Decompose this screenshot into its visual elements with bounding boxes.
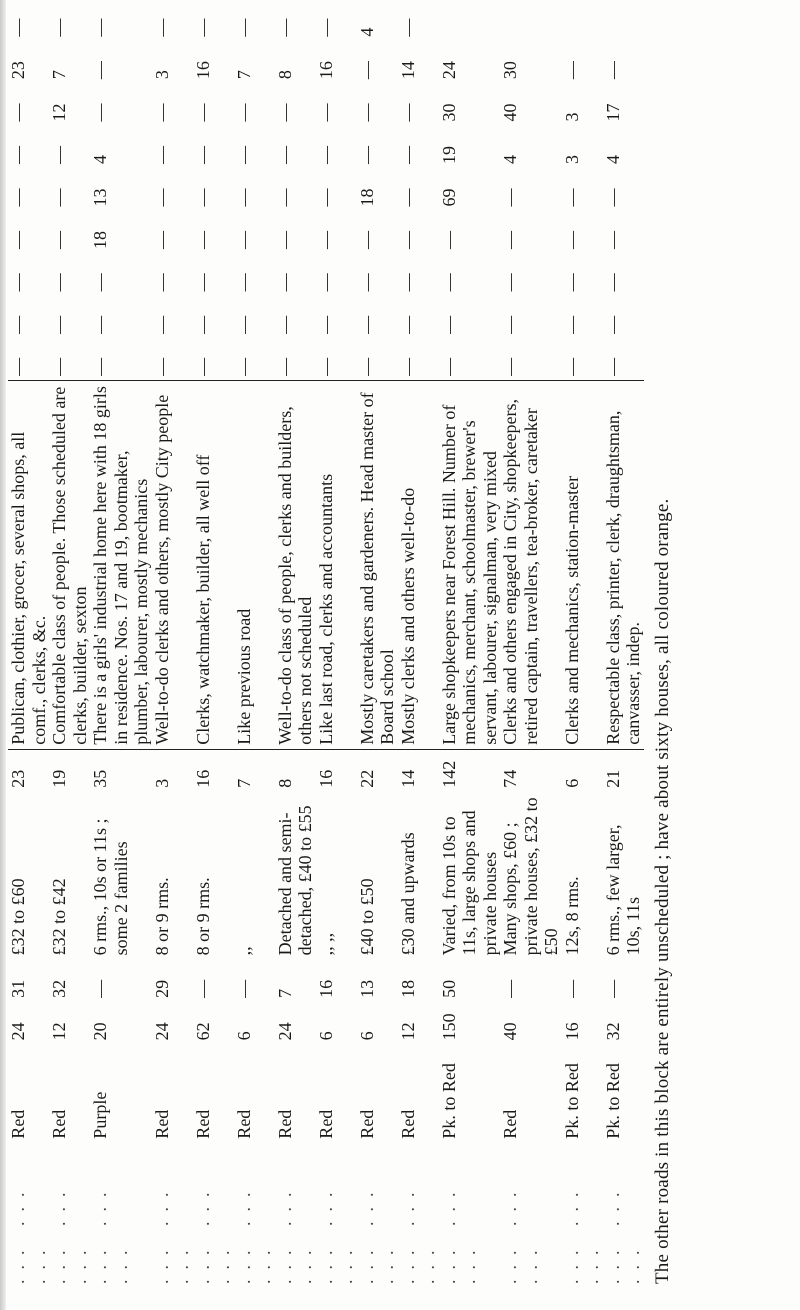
table-body [8,0,644,1288]
colour-cell: Red [8,1109,28,1139]
houses-cell: 6 [315,1031,336,1041]
data-table [8,0,644,1288]
houses-cell: 24 [8,1022,28,1041]
houses-cell: 6 [233,1031,254,1041]
class-g-cell: 12 [49,103,69,122]
class-f-cell: — [274,146,295,165]
rent-cell: £40 to £50 [356,878,377,956]
houses-cell: 40 [500,1022,520,1041]
table-row [234,0,275,1288]
class-g-cell: — [274,103,295,122]
class-c-cell: — [274,273,295,292]
class-d-cell: — [274,230,295,249]
class-f-cell: 4 [90,155,110,165]
rent-cell: 8 or 9 rms. [192,877,213,956]
houses-cell: 24 [274,1022,295,1041]
class-a-cell: — [90,357,110,376]
colour-cell: Purple [90,1091,110,1139]
class-a-cell: — [192,357,213,376]
rent-cell: 6 rms., 10s or 11s ; some 2 families [90,818,131,956]
class-g-cell: 30 [438,103,459,122]
class-c-cell: — [8,273,28,292]
table-row [603,0,644,1288]
houses-cell: 150 [438,1013,459,1041]
class-c-cell: — [356,273,377,292]
table-row [398,0,439,1288]
description-cell: Mostly clerks and others well-to-do [398,380,439,749]
class-h-cell: 16 [192,61,213,80]
total-cell: 23 [8,769,28,788]
class-h-cell: 14 [397,61,418,80]
class-f-cell: 3 [561,155,582,165]
class-a-cell: — [8,357,28,376]
class-f-cell: — [49,146,69,165]
class-b-cell: — [8,315,28,334]
total-cell: 16 [192,769,213,788]
description-cell: Well-to-do clerks and others, mostly City people [152,380,193,749]
class-a-cell: — [438,357,459,376]
class-a-cell: — [315,357,336,376]
colour-cell: Pk. to Red [561,1063,582,1139]
class-h-cell: 7 [49,70,69,80]
description-cell: Well-to-do class of people, clerks and builders, others not scheduled [275,380,316,749]
colour-cell: Pk. to Red [438,1063,459,1139]
class-h-cell: 16 [315,61,336,80]
total-cell: 16 [315,769,336,788]
description-cell: There is a girls' industrial home here with 18 girls in residence. Nos. 17 and 19, bootmaker, plumber, labourer, mostly mechanics [90,380,152,749]
colour-cell: Red [151,1109,172,1139]
class-b-cell: — [49,315,69,334]
class-e-cell: — [151,188,172,207]
class-i-cell [603,0,644,41]
class-i-cell [439,0,501,41]
houses-cell: 32 [602,1022,623,1041]
class-g-cell: — [90,103,110,122]
class-e-cell: — [8,188,28,207]
houses-cell: 12 [397,1022,418,1041]
class-d-cell: — [438,230,459,249]
persons-cell: — [233,979,254,998]
class-h-cell: 8 [274,70,295,80]
class-b-cell: — [315,315,336,334]
total-cell: 8 [274,778,295,788]
class-h-cell: 23 [8,61,28,80]
class-d-cell: 18 [90,230,110,249]
total-cell: 142 [438,760,459,788]
class-f-cell: — [356,146,377,165]
class-e-cell: — [233,188,254,207]
class-a-cell: — [274,357,295,376]
class-c-cell: — [90,273,110,292]
description-cell: Clerks and mechanics, station-master [562,380,603,749]
row-dot-leader: ... ... ... [90,1182,131,1284]
total-cell: 7 [233,778,254,788]
class-a-cell: — [233,357,254,376]
class-i-cell [500,0,562,41]
total-cell: 21 [602,769,623,788]
class-e-cell: — [602,188,623,207]
colour-cell: Pk. to Red [602,1063,623,1139]
rent-cell: £30 and upwards [397,832,418,956]
total-cell: 74 [500,769,520,788]
description-cell: Like previous road [234,380,275,749]
table-row [90,0,152,1288]
class-c-cell: — [561,273,582,292]
table-row [49,0,90,1288]
colour-cell: Red [192,1109,213,1139]
class-e-cell: — [274,188,295,207]
rent-cell: 6 rms., few larger, 10s, 11s [602,824,643,956]
class-h-cell: — [90,61,110,80]
total-cell: 3 [151,778,172,788]
colour-cell: Red [49,1109,69,1139]
class-d-cell: — [192,230,213,249]
persons-cell: 31 [8,979,28,998]
class-i-cell: — [192,18,213,37]
class-b-cell: — [602,315,623,334]
persons-cell: — [192,979,213,998]
colour-cell: Red [315,1109,336,1139]
class-g-cell: 3 [561,112,582,122]
class-i-cell: — [315,18,336,37]
class-i-cell [562,0,603,41]
class-i-cell: — [274,18,295,37]
row-dot-leader: ... ... ... [8,1182,49,1284]
class-i-cell: — [8,18,28,37]
class-b-cell: — [438,315,459,334]
class-h-cell: 3 [151,70,172,80]
table-row [439,0,501,1288]
class-d-cell: — [602,230,623,249]
class-a-cell: — [602,357,623,376]
class-h-cell: — [561,61,582,80]
class-b-cell: — [233,315,254,334]
class-e-cell: — [397,188,418,207]
persons-cell: — [90,979,110,998]
class-g-cell: — [356,103,377,122]
class-g-cell: — [233,103,254,122]
persons-cell: 32 [49,979,69,998]
class-h-cell: 30 [500,61,520,80]
class-d-cell: — [397,230,418,249]
class-g-cell: 17 [602,103,623,122]
class-i-cell: — [151,18,172,37]
class-b-cell: — [192,315,213,334]
colour-cell: Red [500,1109,520,1139]
class-c-cell: — [192,273,213,292]
class-b-cell: — [151,315,172,334]
class-f-cell: — [151,146,172,165]
rent-cell: Many shops, £60 ; private houses, £32 to £50 [500,797,561,956]
total-cell: 22 [356,769,377,788]
houses-cell: 12 [49,1022,69,1041]
class-g-cell: 40 [500,103,520,122]
class-f-cell: 4 [602,155,623,165]
rent-cell: £32 to £60 [8,878,28,956]
class-d-cell: — [151,230,172,249]
class-c-cell: — [500,273,520,292]
class-c-cell: — [397,273,418,292]
class-g-cell: — [8,103,28,122]
class-b-cell: — [274,315,295,334]
class-a-cell: — [356,357,377,376]
class-f-cell: 4 [500,155,520,165]
total-cell: 35 [90,769,110,788]
class-f-cell: — [8,146,28,165]
class-i-cell: 4 [356,27,377,37]
description-cell: Mostly caretakers and gardeners. Head master of Board school [357,380,398,749]
persons-cell: — [500,979,520,998]
row-dot-leader: ... ... ... [315,1182,356,1284]
persons-cell: 29 [151,979,172,998]
class-h-cell: 7 [233,70,254,80]
colour-cell: Red [274,1109,295,1139]
class-c-cell: — [151,273,172,292]
description-cell: Publican, clothier, grocer, several shops, all comf., clerks, &c. [8,380,49,749]
class-b-cell: — [561,315,582,334]
class-g-cell: — [397,103,418,122]
class-d-cell: — [233,230,254,249]
persons-cell: 50 [438,979,459,998]
row-dot-leader: ... ... ... [192,1182,233,1284]
class-i-cell: — [90,18,110,37]
persons-cell: 18 [397,979,418,998]
row-dot-leader: ... ... ... [274,1182,315,1284]
description-cell: Like last road, clerks and accountants [316,380,357,749]
table-row [275,0,316,1288]
footnote: The other roads in this block are entirely unscheduled ; have about sixty houses, all coloured orange. [652,498,673,1284]
class-a-cell: — [561,357,582,376]
class-d-cell: — [8,230,28,249]
class-d-cell: — [500,230,520,249]
rent-cell: Detached and semi-detached, £40 to £55 [274,805,315,956]
description-cell: Clerks and others engaged in City, shopkeepers, retired captain, travellers, tea-broker, caretaker [500,380,562,749]
class-h-cell: — [356,61,377,80]
class-e-cell: — [315,188,336,207]
row-dot-leader: ... ... ... [561,1182,602,1284]
description-cell: Clerks, watchmaker, builder, all well off [193,380,234,749]
table-row [8,0,49,1288]
class-b-cell: — [90,315,110,334]
class-e-cell: — [49,188,69,207]
class-i-cell: — [49,18,69,37]
row-dot-leader: ... ... ... [602,1182,643,1284]
class-a-cell: — [151,357,172,376]
houses-cell: 16 [561,1022,582,1041]
description-cell: Comfortable class of people. Those scheduled are clerks, builder, sexton [49,380,90,749]
persons-cell: 16 [315,979,336,998]
houses-cell: 24 [151,1022,172,1041]
class-f-cell: — [233,146,254,165]
class-f-cell: 19 [438,146,459,165]
class-i-cell: — [397,18,418,37]
colour-cell: Red [397,1109,418,1139]
class-i-cell: — [233,18,254,37]
class-c-cell: — [315,273,336,292]
class-a-cell: — [397,357,418,376]
total-cell: 6 [561,778,582,788]
class-h-cell: — [602,61,623,80]
class-a-cell: — [500,357,520,376]
class-a-cell: — [49,357,69,376]
class-f-cell: — [192,146,213,165]
total-cell: 14 [397,769,418,788]
class-b-cell: — [356,315,377,334]
row-dot-leader: ... ... ... [49,1182,90,1284]
class-b-cell: — [397,315,418,334]
class-e-cell: — [192,188,213,207]
persons-cell: 13 [356,979,377,998]
class-c-cell: — [438,273,459,292]
rent-cell: ,, [233,946,254,956]
row-dot-leader: ... ... ... [233,1182,274,1284]
table-row [562,0,603,1288]
class-e-cell: — [500,188,520,207]
rent-cell: Varied, from 10s to 11s, large shops and private houses [438,810,500,956]
colour-cell: Red [233,1109,254,1139]
persons-cell: — [561,979,582,998]
houses-cell: 6 [356,1031,377,1041]
colour-cell: Red [356,1109,377,1139]
total-cell: 19 [49,769,69,788]
persons-cell: — [602,979,623,998]
houses-cell: 20 [90,1022,110,1041]
row-dot-leader: ... ... ... [438,1182,479,1284]
table-row [500,0,562,1288]
table-row [193,0,234,1288]
class-e-cell: 69 [438,188,459,207]
row-dot-leader: ... ... ... [397,1182,438,1284]
class-b-cell: — [500,315,520,334]
class-d-cell: — [561,230,582,249]
rent-cell: £32 to £42 [49,878,69,956]
class-d-cell: — [49,230,69,249]
class-c-cell: — [602,273,623,292]
class-c-cell: — [233,273,254,292]
class-f-cell: — [315,146,336,165]
class-e-cell: 18 [356,188,377,207]
rent-cell: 8 or 9 rms. [151,877,172,956]
persons-cell: 7 [274,988,295,998]
description-cell: Large shopkeepers near Forest Hill. Number of mechanics, merchant, schoolmaster, brewer's servant, labourer, signalman, very mixed [439,380,501,749]
table-row [316,0,357,1288]
row-dot-leader: ... ... ... [500,1182,541,1284]
rent-cell: ,, ,, [315,932,336,956]
class-h-cell: 24 [438,61,459,80]
row-dot-leader: ... ... ... [356,1182,397,1284]
class-d-cell: — [356,230,377,249]
houses-cell: 62 [192,1022,213,1041]
table-row [357,0,398,1288]
class-g-cell: — [192,103,213,122]
class-e-cell: — [561,188,582,207]
class-e-cell: 13 [90,188,110,207]
class-f-cell: — [397,146,418,165]
row-dot-leader: ... ... ... [151,1182,192,1284]
class-c-cell: — [49,273,69,292]
class-g-cell: — [315,103,336,122]
description-cell: Respectable class, printer, clerk, draughtsman, canvasser, indep. [603,380,644,749]
class-g-cell: — [151,103,172,122]
table-row [152,0,193,1288]
rent-cell: 12s, 8 rms. [561,876,582,956]
class-d-cell: — [315,230,336,249]
